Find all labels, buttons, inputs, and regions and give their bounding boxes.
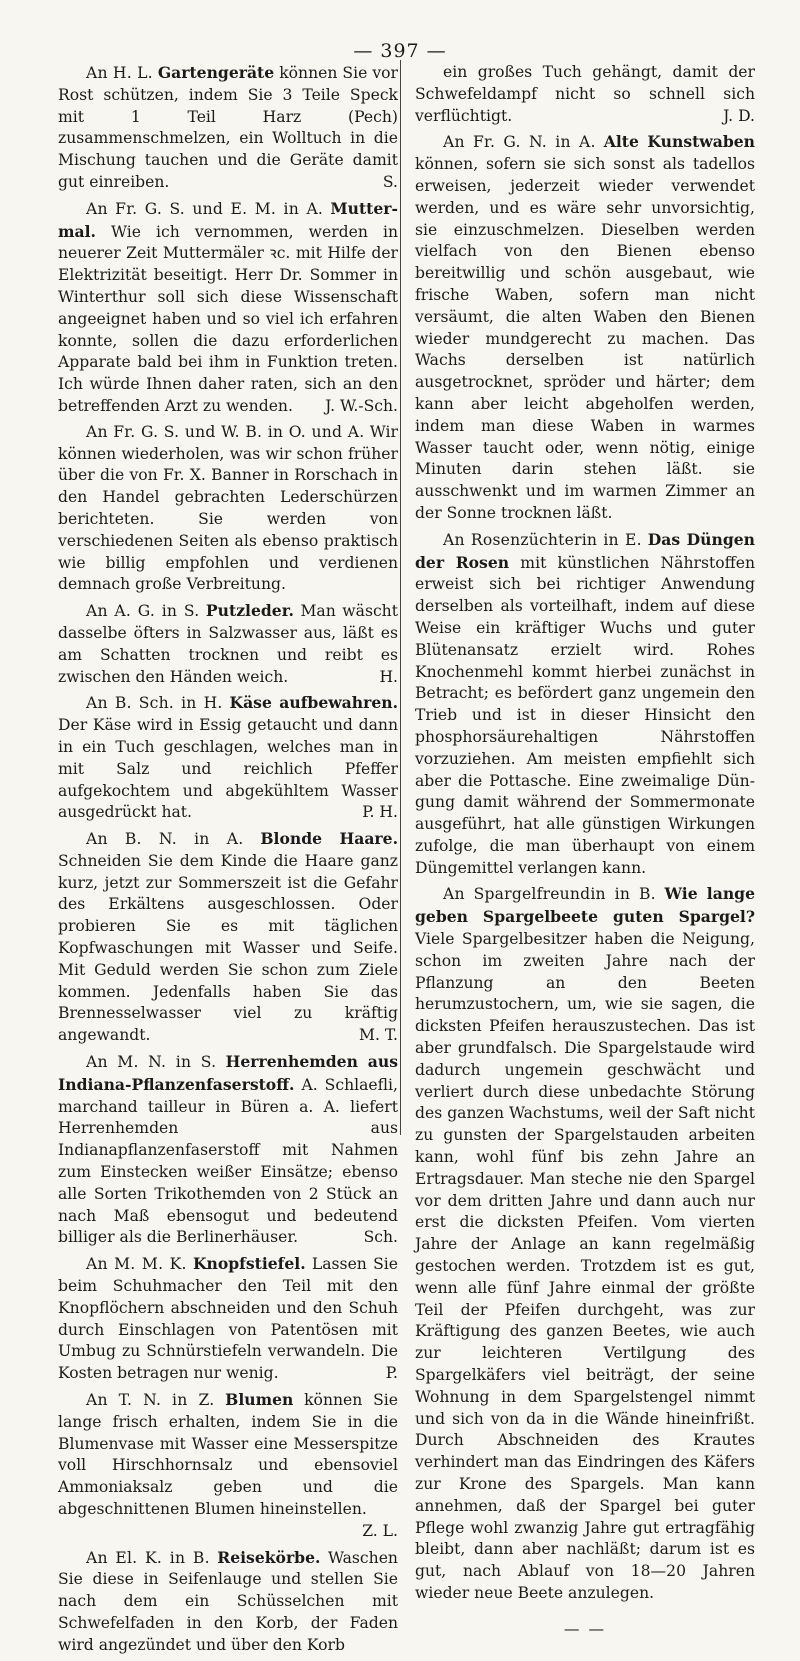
article bbox=[58, 1051, 398, 1249]
article-signature: H. bbox=[379, 667, 398, 686]
article-topic: Muttermal. bbox=[58, 198, 398, 241]
article-address: An A. G. in S. bbox=[86, 602, 200, 621]
article-address: An M. M. K. bbox=[86, 1255, 187, 1274]
article-signature: J. D. bbox=[723, 106, 755, 125]
article-body: Der Käse wird in Essig getaucht und dann in ein Tuch geschlagen, welches man in mit Salz und reichlich Pfeffer aufgekochtem und abgekühltem Wasser ausgedrückt hat. bbox=[58, 716, 398, 822]
article-signature: P. bbox=[385, 1364, 398, 1383]
article-body: Wie ich vernommen, werden in neuerer Zeit Muttermäler ꝛc. mit Hilfe der Elektrizität beseitigt. Herr Dr. Sommer in Winterthur soll sich diese Wissenschaft angeeignet haben und so viel ich erfahren konnte, sollen die dazu erforderlichen Apparate bald bei ihm in Funktion treten. Ich würde Ihnen daher raten, sich an den betreffenden Arzt zu wenden. bbox=[58, 222, 398, 415]
article-signature: Z. L. bbox=[362, 1521, 398, 1540]
article-body: Man wäscht dasselbe öfters in Salzwasser aus, läßt es am Schatten trocknen und reibt es zwischen den Händen weich. bbox=[58, 602, 398, 686]
article-body: Lassen Sie beim Schuhmacher den Teil mit den Knopflöchern abschneiden und den Schuh durch Einschlagen von Patentösen mit Umbug zu Schnürstiefeln verwandeln. Die Kosten betragen nur wenig. bbox=[58, 1255, 398, 1383]
article-topic: Blumen bbox=[225, 1390, 294, 1410]
right-column bbox=[415, 62, 755, 1641]
article bbox=[58, 1547, 398, 1657]
article-address: An Fr. G. S. und W. B. in O. und A. bbox=[86, 422, 365, 441]
article bbox=[58, 692, 398, 824]
article-address: An M. N. in S. bbox=[86, 1053, 217, 1072]
article bbox=[58, 828, 398, 1047]
article-body: A. Schlaefli, marchand tailleur in Büren a. A. liefert Herrenhemden aus Indianapflanzenfaserstoff mit Nahmen zum Einstecken weißer Einsätze; ebenso alle Sorten Trikothemden von 2 Stück an nach Maß ebensogut und bedeutend billiger als die Berlinerhäuser. bbox=[58, 1075, 398, 1247]
article-topic: Blonde Haare. bbox=[260, 829, 398, 849]
article-body: können, sofern sie sich sonst als tadellos erweisen, jederzeit wieder verwendet werden, und es wäre sehr unvorsichtig, sie einzuschmelzen. Dieselben werden vielfach von den Bienen ebenso bereitwillig und schön ausgebaut, wie frische Waben, sofern man nicht versäumt, die alten Waben den Bienen wieder mundgerecht zu machen. Das Wachs derselben ist natürlich ausgetrocknet, spröder und härter; dem kann aber leicht abgeholfen werden, indem man diese Waben in warmes Wasser taucht oder, wenn nötig, einige Minuten darin stehen läßt. sie ausschwenkt und im warmen Zimmer an der Sonne trocknen läßt. bbox=[415, 155, 755, 522]
article-signature: Sch. bbox=[363, 1228, 398, 1247]
article-body: ein großes Tuch gehängt, damit der Schwefeldampf nicht so schnell sich verflüchtigt. bbox=[415, 63, 755, 125]
article-address: An T. N. in Z. bbox=[86, 1391, 215, 1410]
article bbox=[415, 131, 755, 524]
article-topic: Das Düngen der Rosen bbox=[415, 529, 755, 572]
article-body: Wir können wiederholen, was wir schon früher über die von Fr. X. Banner in Rorschach in den Handel gebrachten Lederschürzen berichteten. Sie werden von verschiedenen Seiten als ebenso praktisch wie billig empfohlen und verdienen demnach große Verbreitung. bbox=[58, 422, 398, 594]
article bbox=[58, 600, 398, 688]
article-body: Viele Spargelbesitzer haben die Neigung, schon im zweiten Jahre nach der Pflanzung an den Beeten herumzustochern, um, wie sie sagen, die dicksten Pfeifen herauszustechen. Das ist aber grundfalsch. Die Spargelstaude wird dadurch ungemein geschwächt und verliert durch diese unbedachte Störung des ganzen Wachstums, weil der Saft nicht zu gunsten der Spargelstauden arbeiten kann, wohl fünf bis zehn Jahre an Ertragsdauer. Man steche nie den Spargel vor dem dritten Jahre und dann auch nur erst die dicksten Pfeifen. Vom vierten Jahre der Anlage an kann regelmäßig gestochen werden. Trotzdem ist es gut, wenn alle fünf Jahre einmal der größte Teil der Pfeifen durchgeht, was zur Kräftigung des ganzen Beetes, wie auch zur leichteren Vertilgung des Spargelkäfers viel beiträgt, der seine Wohnung in dem Spargelstengel nimmt und sich von da in die Wände hineinfrißt. Durch Abschneiden des Krautes verhindert man das Eindringen des Käfers zur Krone des Spargels. Man kann annehmen, daß der Spargel bei guter Pflege wohl zwanzig Jahre gut ertragfähig bleibt, dann aber nachläßt; darum ist es gut, nach Ablauf von 18—20 Jahren wieder neue Beete anzulegen. bbox=[415, 930, 755, 1602]
article-address: An B. N. in A. bbox=[86, 830, 244, 849]
article bbox=[415, 62, 755, 127]
article-topic: Knopfstiefel. bbox=[192, 1254, 306, 1274]
left-column bbox=[58, 62, 398, 1661]
end-mark: — — bbox=[563, 1619, 607, 1638]
page-number: — 397 — bbox=[353, 40, 447, 62]
article-topic: Alte Kunstwaben bbox=[603, 132, 755, 152]
article-topic: Wie lange geben Spargelbeete guten Spargel? bbox=[415, 884, 755, 927]
article bbox=[58, 62, 398, 194]
article bbox=[58, 422, 398, 596]
article-address: An Rosenzüchterin in E. bbox=[443, 530, 642, 549]
article-signature: J. W.-Sch. bbox=[325, 396, 398, 415]
article-body: Schneiden Sie dem Kinde die Haare ganz kurz, jetzt zur Sommerszeit ist die Gefahr des Erkältens ausgeschlossen. Oder probieren Sie es mit täglichen Kopfwaschungen mit Wasser und Seife. Mit Geduld werden Sie schon zum Ziele kommen. Jedenfalls haben Sie das Brennesselwasser viel zu kräftig angewandt. bbox=[58, 851, 398, 1045]
article-topic: Käse aufbewahren. bbox=[229, 693, 399, 713]
article-topic: Putzleder. bbox=[205, 601, 294, 621]
article-topic: Reisekörbe. bbox=[217, 1547, 321, 1567]
article bbox=[415, 529, 755, 880]
article-topic: Gartengeräte bbox=[157, 63, 275, 82]
article bbox=[58, 1389, 398, 1543]
article-address: An Fr. G. S. und E. M. in A. bbox=[86, 199, 324, 218]
article bbox=[415, 883, 755, 1604]
article-body: können Sie lange frisch erhalten, indem Sie in die Blumenvase mit Wasser eine Messerspitze voll Hirschhornsalz und ebensoviel Ammoniaksalz geben und die abgeschnittenen Blumen hineinstellen. bbox=[58, 1391, 398, 1518]
column-divider bbox=[400, 60, 401, 1135]
article-signature: S. bbox=[382, 172, 398, 191]
article bbox=[58, 198, 398, 418]
article-body: mit künstlichen Nährstoffen erweist sich bei richtiger Anwendung derselben als vorteilhaft, indem auf diese Weise ein kräftiger Wuchs und guter Blütenansatz erzielt wird. Rohes Knochenmehl kommt hierbei zunächst in Betracht; es befördert ganz ungemein den Trieb und ist in dieser Hinsicht den phosphorsäurehaltigen Nährstoffen vorzuziehen. Am meisten empfiehlt sich aber die Pottasche. Eine zweimalige Düngung damit während der Sommermonate ausgeführt, hat alle günstigen Wirkungen zufolge, die man überhaupt von einem Düngemittel verlangen kann. bbox=[415, 553, 755, 877]
article-body: Waschen Sie diese in Seifenlauge und stellen Sie nach dem ein Schüsselchen mit Schwefelfaden in den Korb, der Faden wird angezündet und über den Korb bbox=[58, 1548, 398, 1654]
article-address: An H. L. bbox=[86, 64, 153, 82]
article-topic: Herrenhemden aus Indiana-Pflanzenfaserstoff. bbox=[58, 1052, 398, 1094]
article-address: An Spargelfreundin in B. bbox=[443, 885, 656, 904]
article-signature: P. H. bbox=[362, 803, 398, 822]
article-address: An Fr. G. N. in A. bbox=[443, 133, 596, 152]
article-signature: M. T. bbox=[359, 1026, 398, 1045]
article bbox=[58, 1253, 398, 1385]
article-address: An El. K. in B. bbox=[86, 1548, 210, 1567]
article-address: An B. Sch. in H. bbox=[86, 694, 223, 713]
article-body: können Sie vor Rost schützen, indem Sie 3 Teile Speck mit 1 Teil Harz (Pech) zusammenschmelzen, ein Wolltuch in die Mischung tauchen und die Geräte damit gut einreiben. bbox=[58, 64, 398, 191]
